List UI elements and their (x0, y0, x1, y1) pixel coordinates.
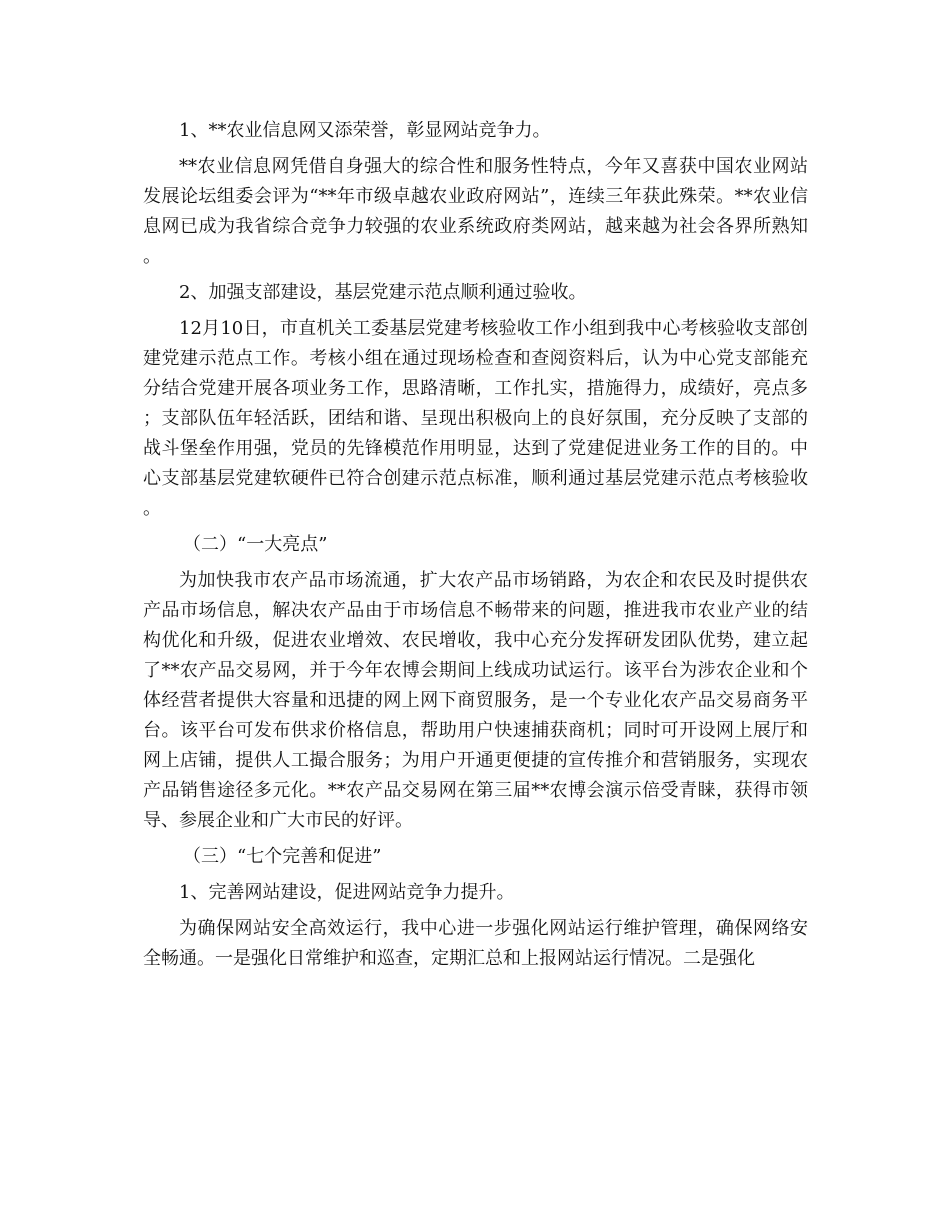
heading-2-party-building: 2、加强支部建设，基层党建示范点顺利通过验收。 (179, 282, 587, 303)
paragraph-honor: **农业信息网凭借自身强大的综合性和服务性特点，今年又喜获中国农业网站发展论坛组委会评为“**年市级卓越农业政府网站”，连续三年获此殊荣。**农业信息网已成为我省综合竞争力较强的农业系统政府类网站，越来越为社会各界所熟知。 (143, 156, 808, 267)
document-body (143, 116, 808, 974)
section-heading-highlight: （二）“一大亮点” (183, 534, 328, 555)
paragraph-highlight: 为加快我市农产品市场流通，扩大农产品市场销路，为农企和农民及时提供农产品市场信息，解决农产品由于市场信息不畅带来的问题，推进我市农业产业的结构优化和升级，促进农业增效、农民增收，我中心充分发挥研发团队优势，建立起了**农产品交易网，并于今年农博会期间上线成功试运行。该平台为涉农企业和个体经营者提供大容量和迅捷的网上网下商贸服务，是一个专业化农产品交易商务平台。该平台可发布供求价格信息，帮助用户快速捕获商机；同时可开设网上展厅和网上店铺，提供人工撮合服务；为用户开通更便捷的宣传推介和营销服务，实现农产品销售途径多元化。**农产品交易网在第三届**农博会演示倍受青睐，获得市领导、参展企业和广大市民的好评。 (143, 570, 808, 831)
section-heading-seven: （三）“七个完善和促进” (183, 846, 382, 867)
paragraph-party-building: 12月10日，市直机关工委基层党建考核验收工作小组到我中心考核验收支部创建党建示范点工作。考核小组在通过现场检查和查阅资料后，认为中心党支部能充分结合党建开展各项业务工作，思路清晰，工作扎实，措施得力，成绩好，亮点多；支部队伍年轻活跃，团结和谐、呈现出积极向上的良好氛围，充分反映了支部的战斗堡垒作用强，党员的先锋模范作用明显，达到了党建促进业务工作的目的。中心支部基层党建软硬件已符合创建示范点标准，顺利通过基层党建示范点考核验收。 (143, 318, 808, 519)
heading-1-honor: 1、**农业信息网又添荣誉，彰显网站竞争力。 (179, 120, 551, 141)
heading-1-website: 1、完善网站建设，促进网站竞争力提升。 (179, 882, 515, 903)
paragraph-website: 为确保网站安全高效运行，我中心进一步强化网站运行维护管理，确保网络安全畅通。一是强化日常维护和巡查，定期汇总和上报网站运行情况。二是强化 (143, 918, 808, 969)
